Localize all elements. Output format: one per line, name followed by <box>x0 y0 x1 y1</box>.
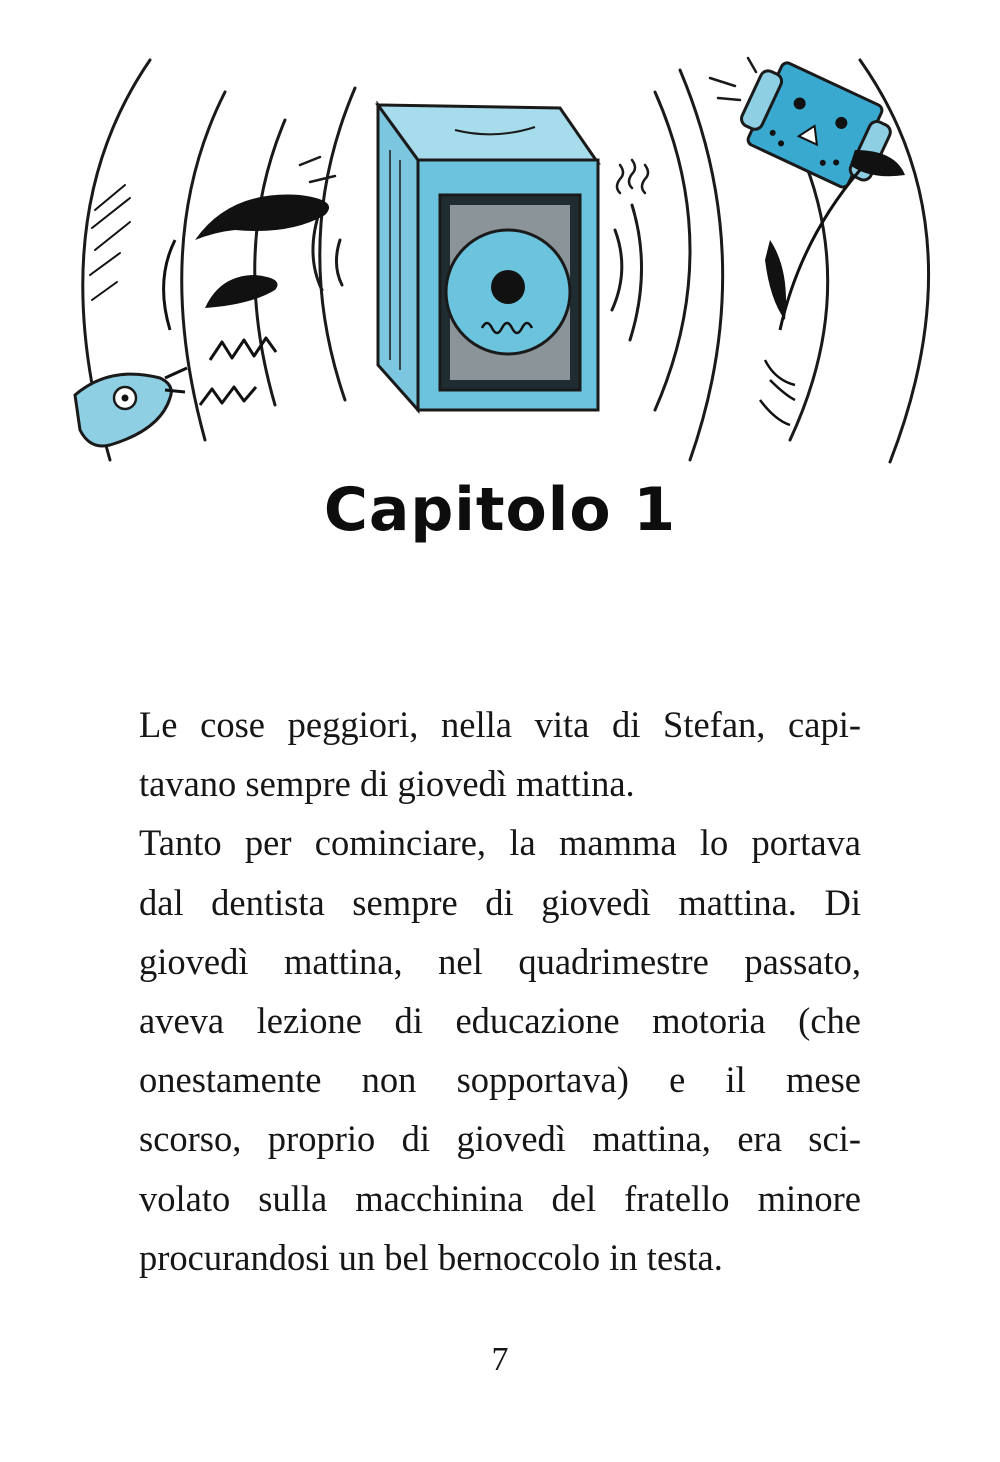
page-number: 7 <box>491 1341 509 1378</box>
body-line: Tanto per cominciare, la mamma lo portava <box>139 822 861 864</box>
chapter-title: Capitolo 1 <box>323 475 677 545</box>
body-line: dal dentista sempre di giovedì mattina. Di <box>139 881 861 923</box>
body-line: tavano sempre di giovedì mattina. <box>139 763 635 805</box>
zigzag-marks <box>200 338 276 405</box>
body-line: giovedì mattina, nel quadrimestre passato, <box>139 940 861 982</box>
body-line: Le cose peggiori, nella vita di Stefan, capi- <box>139 704 861 745</box>
chapter-body-text <box>139 695 861 1287</box>
body-line: onestamente non sopportava) e il mese <box>139 1059 861 1101</box>
left-hatching <box>90 185 130 300</box>
speaker-icon <box>378 105 598 410</box>
body-line: procurandosi un bel bernoccolo in testa. <box>139 1236 723 1278</box>
body-line: volato sulla macchinina del fratello minore <box>139 1177 861 1219</box>
chapter-illustration <box>0 0 1000 470</box>
left-leaves <box>164 195 330 330</box>
right-leaves <box>760 150 905 425</box>
body-line: scorso, proprio di giovedì mattina, era sci- <box>139 1118 861 1160</box>
body-line: aveva lezione di educazione motoria (che <box>139 1000 861 1042</box>
